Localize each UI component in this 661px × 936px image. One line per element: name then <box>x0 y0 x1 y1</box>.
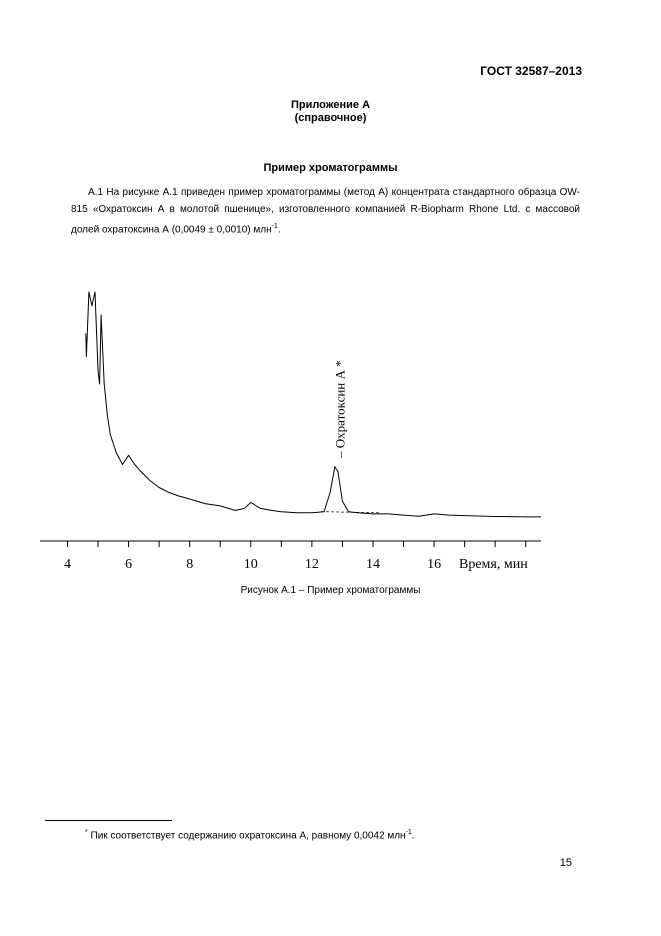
appendix-title: Приложение А <box>290 99 371 111</box>
footnote-text: Пик соответствует содержанию охратоксина А, равному 0,0042 млн <box>87 830 406 842</box>
paragraph <box>71 184 580 238</box>
paragraph-end: . <box>277 224 281 236</box>
footnote-divider <box>45 820 172 821</box>
footnote-marker: * <box>85 829 88 836</box>
x-ticks <box>67 541 525 547</box>
x-tick-label: 12 <box>304 557 319 572</box>
x-tick-label: 4 <box>63 557 71 572</box>
page-number: 15 <box>559 857 572 869</box>
x-tick-label: 8 <box>186 557 194 572</box>
footnote-unit-sup: -1 <box>405 829 412 836</box>
series-group <box>86 292 541 517</box>
paragraph-unit-sup: -1 <box>271 223 278 230</box>
section-title: Пример хроматограммы <box>263 162 398 174</box>
footnote-end: . <box>411 830 415 842</box>
standard-code: ГОСТ 32587–2013 <box>480 64 582 78</box>
x-tick-label: 10 <box>243 557 258 572</box>
footnote <box>85 829 415 841</box>
paragraph-text: А.1 На рисунке А.1 приведен пример хроматограммы (метод А) концентрата стандартного образца OW-815 «Охратоксин А в молотой пшенице», изготовленного компанией R-Biopharm Rhone Ltd. с массовой долей охратоксина А (0,0049 ± 0,0010) млн <box>71 187 580 236</box>
x-tick-label: 6 <box>125 557 133 572</box>
x-axis-label: Время, мин <box>459 557 528 572</box>
peak-annotation: – Охратоксин А * <box>332 360 348 458</box>
series-line-chromatogram <box>86 292 541 517</box>
figure-caption: Рисунок А.1 – Пример хроматограммы <box>240 585 421 596</box>
chromatogram-chart <box>0 270 661 580</box>
x-tick-label: 14 <box>365 557 380 572</box>
appendix-subtitle: (справочное) <box>294 112 367 124</box>
x-tick-labels <box>64 557 441 572</box>
x-tick-label: 16 <box>427 557 442 572</box>
